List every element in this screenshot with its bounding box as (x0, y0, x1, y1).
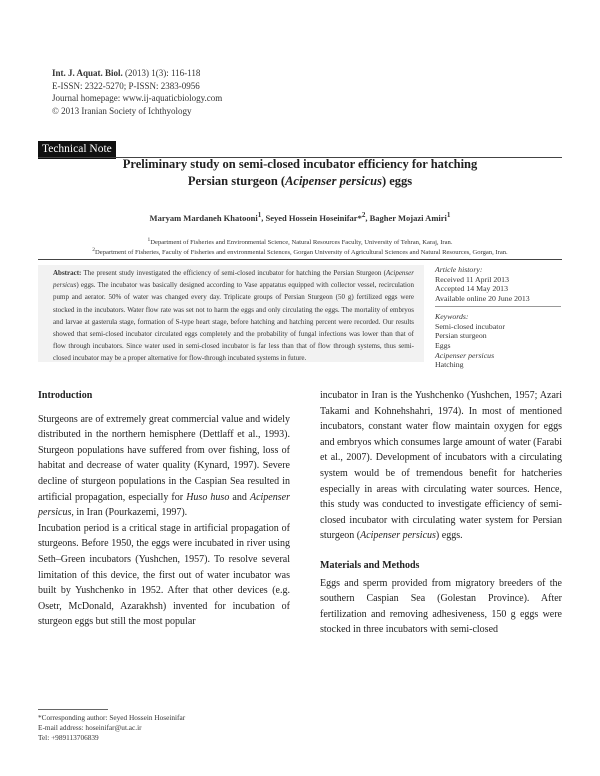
left-column (38, 390, 290, 630)
introduction-heading: Introduction (38, 390, 93, 401)
keyword: Acipenser persicus (435, 350, 495, 360)
affiliation-1: $^1$Department of Fisheries and Environmental Science, Natural Resources Faculty, University of Tehran, Karaj, Iran. (147, 237, 453, 247)
journal-homepage[interactable]: Journal homepage: www.ij-aquaticbiology.com (52, 93, 223, 103)
journal-copyright: © 2013 Iranian Society of Ichthyology (52, 105, 192, 116)
journal-citation: Int. J. Aquat. Biol. (2013) 1(3): 116-118 (52, 68, 201, 78)
affiliation-2: $^2$Department of Fisheries, Faculty of Fisheries and environmental Sciences, Gorgan University of Agricultural Sciences and Natural Resources, Gorgan, Iran. (92, 247, 508, 257)
keyword: Semi-closed incubator (435, 321, 505, 331)
intro-paragraph-3: incubator in Iran is the Yushchenko (Yushchen, 1957; Azari Takami and Kohnehshahri, 1974). In most of mentioned incubators, constant water flow maintain oxygen for eggs and embryos which consumes large amount of water (Farabi et al., 2007). Development of incubators with a circulating system would be of tremendous benefit for hatcheries especially in areas with circulating water sources. Hence, this study was conducted to investigate efficiency of semi-closed incubator with circulating water system for Persian sturgeon (Acipenser persicus) eggs. (320, 390, 562, 542)
author: Maryam Mardaneh Khatooni (149, 212, 258, 223)
author-list: Maryam Mardaneh Khatooni$^1$, Seyed Hossein Hoseinifar*$^2$, Bagher Mojazi Amiri$^1$ (149, 211, 451, 223)
article-info-divider (435, 306, 561, 307)
article-info (435, 265, 560, 370)
intro-paragraph-1: Sturgeons are of extremely great commercial value and widely distributed in the northern hemisphere (Dettlaff et al., 1993). Sturgeon populations have suffered from over fishing, loss of habitat and decrease of water quality (Kynard, 1997). Severe decline of sturgeon populations in the Caspian Sea resulted in artificial propagation, especially for Huso huso and Acipenser persicus, in Iran (Pourkazemi, 1997). (38, 413, 290, 519)
received-date: Received 11 April 2013 (435, 274, 509, 284)
article-type-badge: Technical Note (38, 141, 116, 159)
article-history-label: Article history: (435, 265, 483, 274)
affiliation-divider (38, 259, 562, 260)
footnote-divider (38, 709, 108, 710)
journal-issn: E-ISSN: 2322-5270; P-ISSN: 2383-0956 (52, 80, 200, 91)
keyword: Eggs (435, 340, 451, 350)
author-email[interactable]: E-mail address: hoseinifar@ut.ac.ir (38, 723, 142, 733)
author: Bagher Mojazi Amiri (369, 212, 447, 223)
journal-meta (52, 67, 222, 117)
keyword: Persian sturgeon (435, 331, 487, 341)
methods-paragraph-1: Eggs and sperm provided from migratory breeders of the southern Caspian Sea (Golestan Province). After fertilization and removing adhesiveness, 150 g eggs were stocked in three incubators with semi-closed (320, 577, 562, 636)
keywords-label: Keywords: (435, 311, 469, 321)
right-column (320, 388, 562, 638)
intro-paragraph-2: Incubation period is a critical stage in artificial propagation of sturgeons. Before 1950, the eggs were incubated in river using Seth–Green incubators (Yushchen, 1957). To resolve several limitation of this device, the first out of water incubator was built by Yushchenko in 1952. After that other devices (e.g. Osetr, McDonald, Azarakhsh) invented for incubation of sturgeon eggs but still the most popular (38, 522, 290, 628)
author: Seyed Hossein Hoseinifar* (265, 212, 362, 223)
keyword: Hatching (435, 360, 464, 370)
methods-heading: Materials and Methods (320, 559, 420, 571)
accepted-date: Accepted 14 May 2013 (435, 284, 508, 294)
abstract: Abstract: The present study investigated the efficiency of semi-closed incubator for hatching the Persian Sturgeon (Acipenser persicus) eggs. The incubator was basically designed according to Vase appatatus equipped with collector vessel, recirculation pump and aerator. 50% of water was changed every day. Triplicate groups of Persian Sturgeon (50 g) fertilized eggs were stocked in the incubators. Water flow rate was set not to harm the eggs and only circulating the eggs. The mortality of embryos and larvae at gasterula stage, formation of S-type heart stage, before hatching and hatching percent were recorded. Our results showed that semi-closed incubator circulated eggs completely and the probability of fungal infections was lower than that of flow through incubators. Since water used in semi-closed incubator is far less than that of flow through systems, thus semi-closed incubator may be a proper alternative for flow-through incubated systems in future. (53, 269, 414, 363)
corresponding-author: *Corresponding author: Seyed Hossein Hoseinifar (38, 713, 186, 722)
online-date: Available online 20 June 2013 (435, 294, 530, 304)
paper-title: Preliminary study on semi-closed incubator efficiency for hatching Persian sturgeon (Acipenser persicus) eggs (122, 157, 478, 188)
author-phone: Tel: +989113706839 (38, 733, 99, 743)
footnote (38, 713, 185, 744)
journal-name: Int. J. Aquat. Biol. (52, 68, 123, 78)
